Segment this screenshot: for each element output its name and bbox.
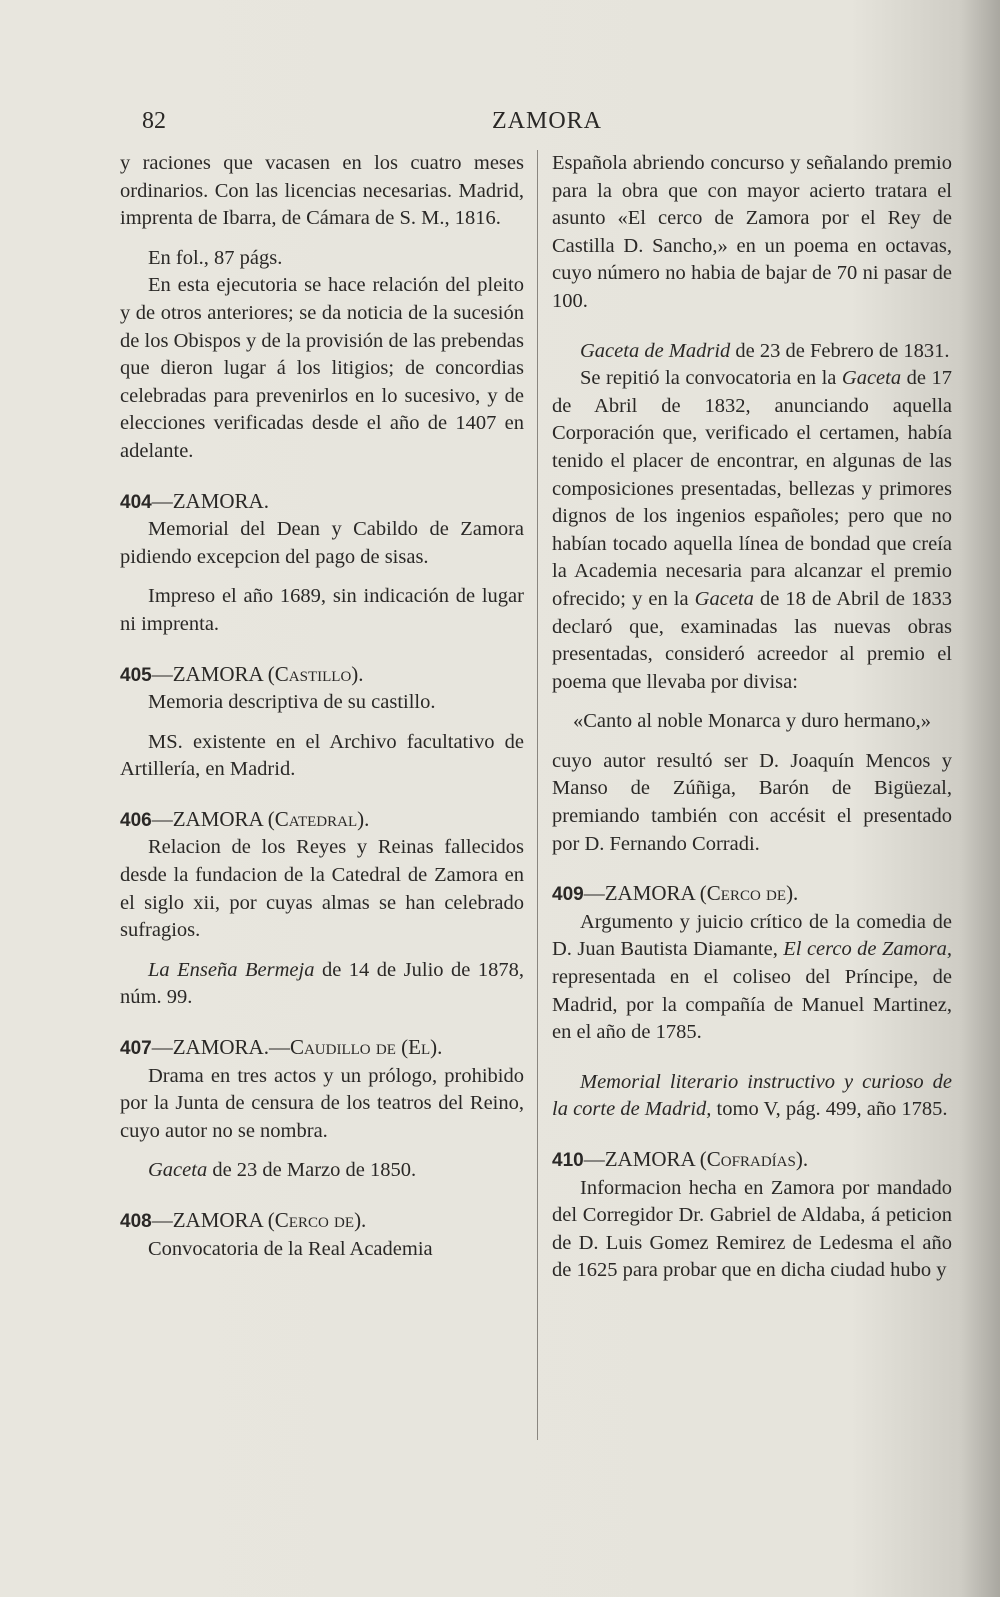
- entry-number: 407: [120, 1038, 152, 1060]
- running-title: ZAMORA: [492, 108, 603, 134]
- entry-heading: 405—ZAMORA (Castillo).: [120, 661, 364, 686]
- continued-entry-text: Española abriendo concurso y señalando premio para la obra que con mayor acierto tratara el asunto «El cerco de Zamora por el Rey de Castilla D. Sancho,» en un poema en octavas, cuyo número no habia de bajar de 70 ni pasar de 100.: [552, 152, 952, 312]
- left-column: [120, 150, 524, 1263]
- column-divider: [537, 150, 538, 1440]
- entry-number: 409: [552, 884, 584, 906]
- entry-note: MS. existente en el Archivo facultativo de Artillería, en Madrid.: [120, 730, 524, 781]
- entry-heading: 410—ZAMORA (Cofradías).: [552, 1147, 809, 1171]
- entry-heading: 404—ZAMORA.: [120, 488, 269, 513]
- entry-heading: 409—ZAMORA (Cerco de).: [552, 881, 799, 906]
- entry-note: En esta ejecutoria se hace relación del pleito y de otros anteriores; se da noticia de la sucesión de los Obispos y de la provisión de las prebendas que dieron lugar á los litigios; de concordias celebradas para prevenirlos en lo sucesivo, y de elecciones verificadas desde el año de 1407 en adelante.: [120, 274, 524, 462]
- entry-405: [120, 661, 524, 784]
- entry-number: 405: [120, 664, 152, 686]
- entry-note: Se repitió la convocatoria en la Gaceta de 17 de Abril de 1832, anunciando aquella Corporación que, verificado el certamen, había tenido el placer de encontrar, en algunas de las composiciones presentadas, bellezas y primores dignos de los ingenios españoles; pero que no habían tocado aquella línea de bondad que creía la Academia necesaria para alcanzar el premio ofrecido; y en la Gaceta de 18 de Abril de 1833 declaró que, examinadas las nuevas obras presentadas, consideró acreedor al premio el poema que llevaba por divisa:: [552, 367, 952, 693]
- entry-citation: La Enseña Bermeja de 14 de Julio de 1878, núm. 99.: [120, 958, 524, 1009]
- entry-410: [552, 1146, 952, 1285]
- entry-heading: 407—ZAMORA.—Caudillo de (El).: [120, 1035, 443, 1060]
- entry-number: 408: [120, 1211, 152, 1232]
- right-column: [552, 150, 952, 1285]
- entry-number: 406: [120, 809, 152, 831]
- entry-title: Memorial del Dean y Cabildo de Zamora pidiendo excepcion del pago de sisas.: [120, 518, 524, 568]
- entry-number: 410: [552, 1150, 584, 1171]
- entry-title: Convocatoria de la Real Academia: [148, 1237, 433, 1260]
- entry-title: Argumento y juicio crítico de la comedia de D. Juan Bautista Diamante, El cerco de Zamora, representada en el coliseo del Príncipe, de Madrid, por la compañía de Manuel Martinez, en el año de 1785.: [552, 910, 952, 1044]
- entry-heading: 406—ZAMORA (Catedral).: [120, 806, 370, 831]
- entry-title: Relacion de los Reyes y Reinas fallecidos desde la fundacion de la Catedral de Zamora en el siglo xii, por cuyas almas se han celebrado sufragios.: [120, 836, 524, 942]
- continued-entry-text: y raciones que vacasen en los cuatro meses ordinarios. Con las licencias necesarias. Madrid, imprenta de Ibarra, de Cámara de S. M., 1816.: [120, 152, 524, 230]
- entry-heading: 408—ZAMORA (Cerco de).: [120, 1208, 367, 1232]
- entry-note: cuyo autor resultó ser D. Joaquín Mencos y Manso de Zúñiga, Barón de Bigüezal, premiando también con accésit el presentado por D. Fernando Corradi.: [552, 749, 952, 855]
- entry-title: Informacion hecha en Zamora por mandado del Corregidor Dr. Gabriel de Aldaba, á peticion de D. Luis Gomez Remirez de Ledesma el año de 1625 para probar que en dicha ciudad hubo y: [552, 1176, 952, 1282]
- entry-406: [120, 806, 524, 1012]
- entry-404: [120, 488, 524, 639]
- entry-citation: Memorial literario instructivo y curioso de la corte de Madrid, tomo V, pág. 499, año 1785.: [552, 1070, 952, 1121]
- entry-title: Drama en tres actos y un prólogo, prohibido por la Junta de censura de los teatros del Reino, cuyo autor no se nombra.: [120, 1064, 524, 1142]
- entry-408: [120, 1207, 524, 1263]
- entry-note: Impreso el año 1689, sin indicación de lugar ni imprenta.: [120, 585, 524, 635]
- entry-407: [120, 1034, 524, 1185]
- entry-409: [552, 880, 952, 1124]
- entry-citation: Gaceta de Madrid de 23 de Febrero de 1831.: [580, 339, 950, 362]
- entry-number: 404: [120, 491, 152, 513]
- quoted-motto: «Canto al noble Monarca y duro hermano,»: [572, 710, 932, 733]
- entry-citation: Gaceta de 23 de Marzo de 1850.: [148, 1159, 417, 1182]
- page-number: 82: [142, 108, 166, 134]
- format-note: En fol., 87 págs.: [148, 246, 283, 269]
- page-header: [142, 108, 603, 140]
- entry-title: Memoria descriptiva de su castillo.: [148, 691, 436, 714]
